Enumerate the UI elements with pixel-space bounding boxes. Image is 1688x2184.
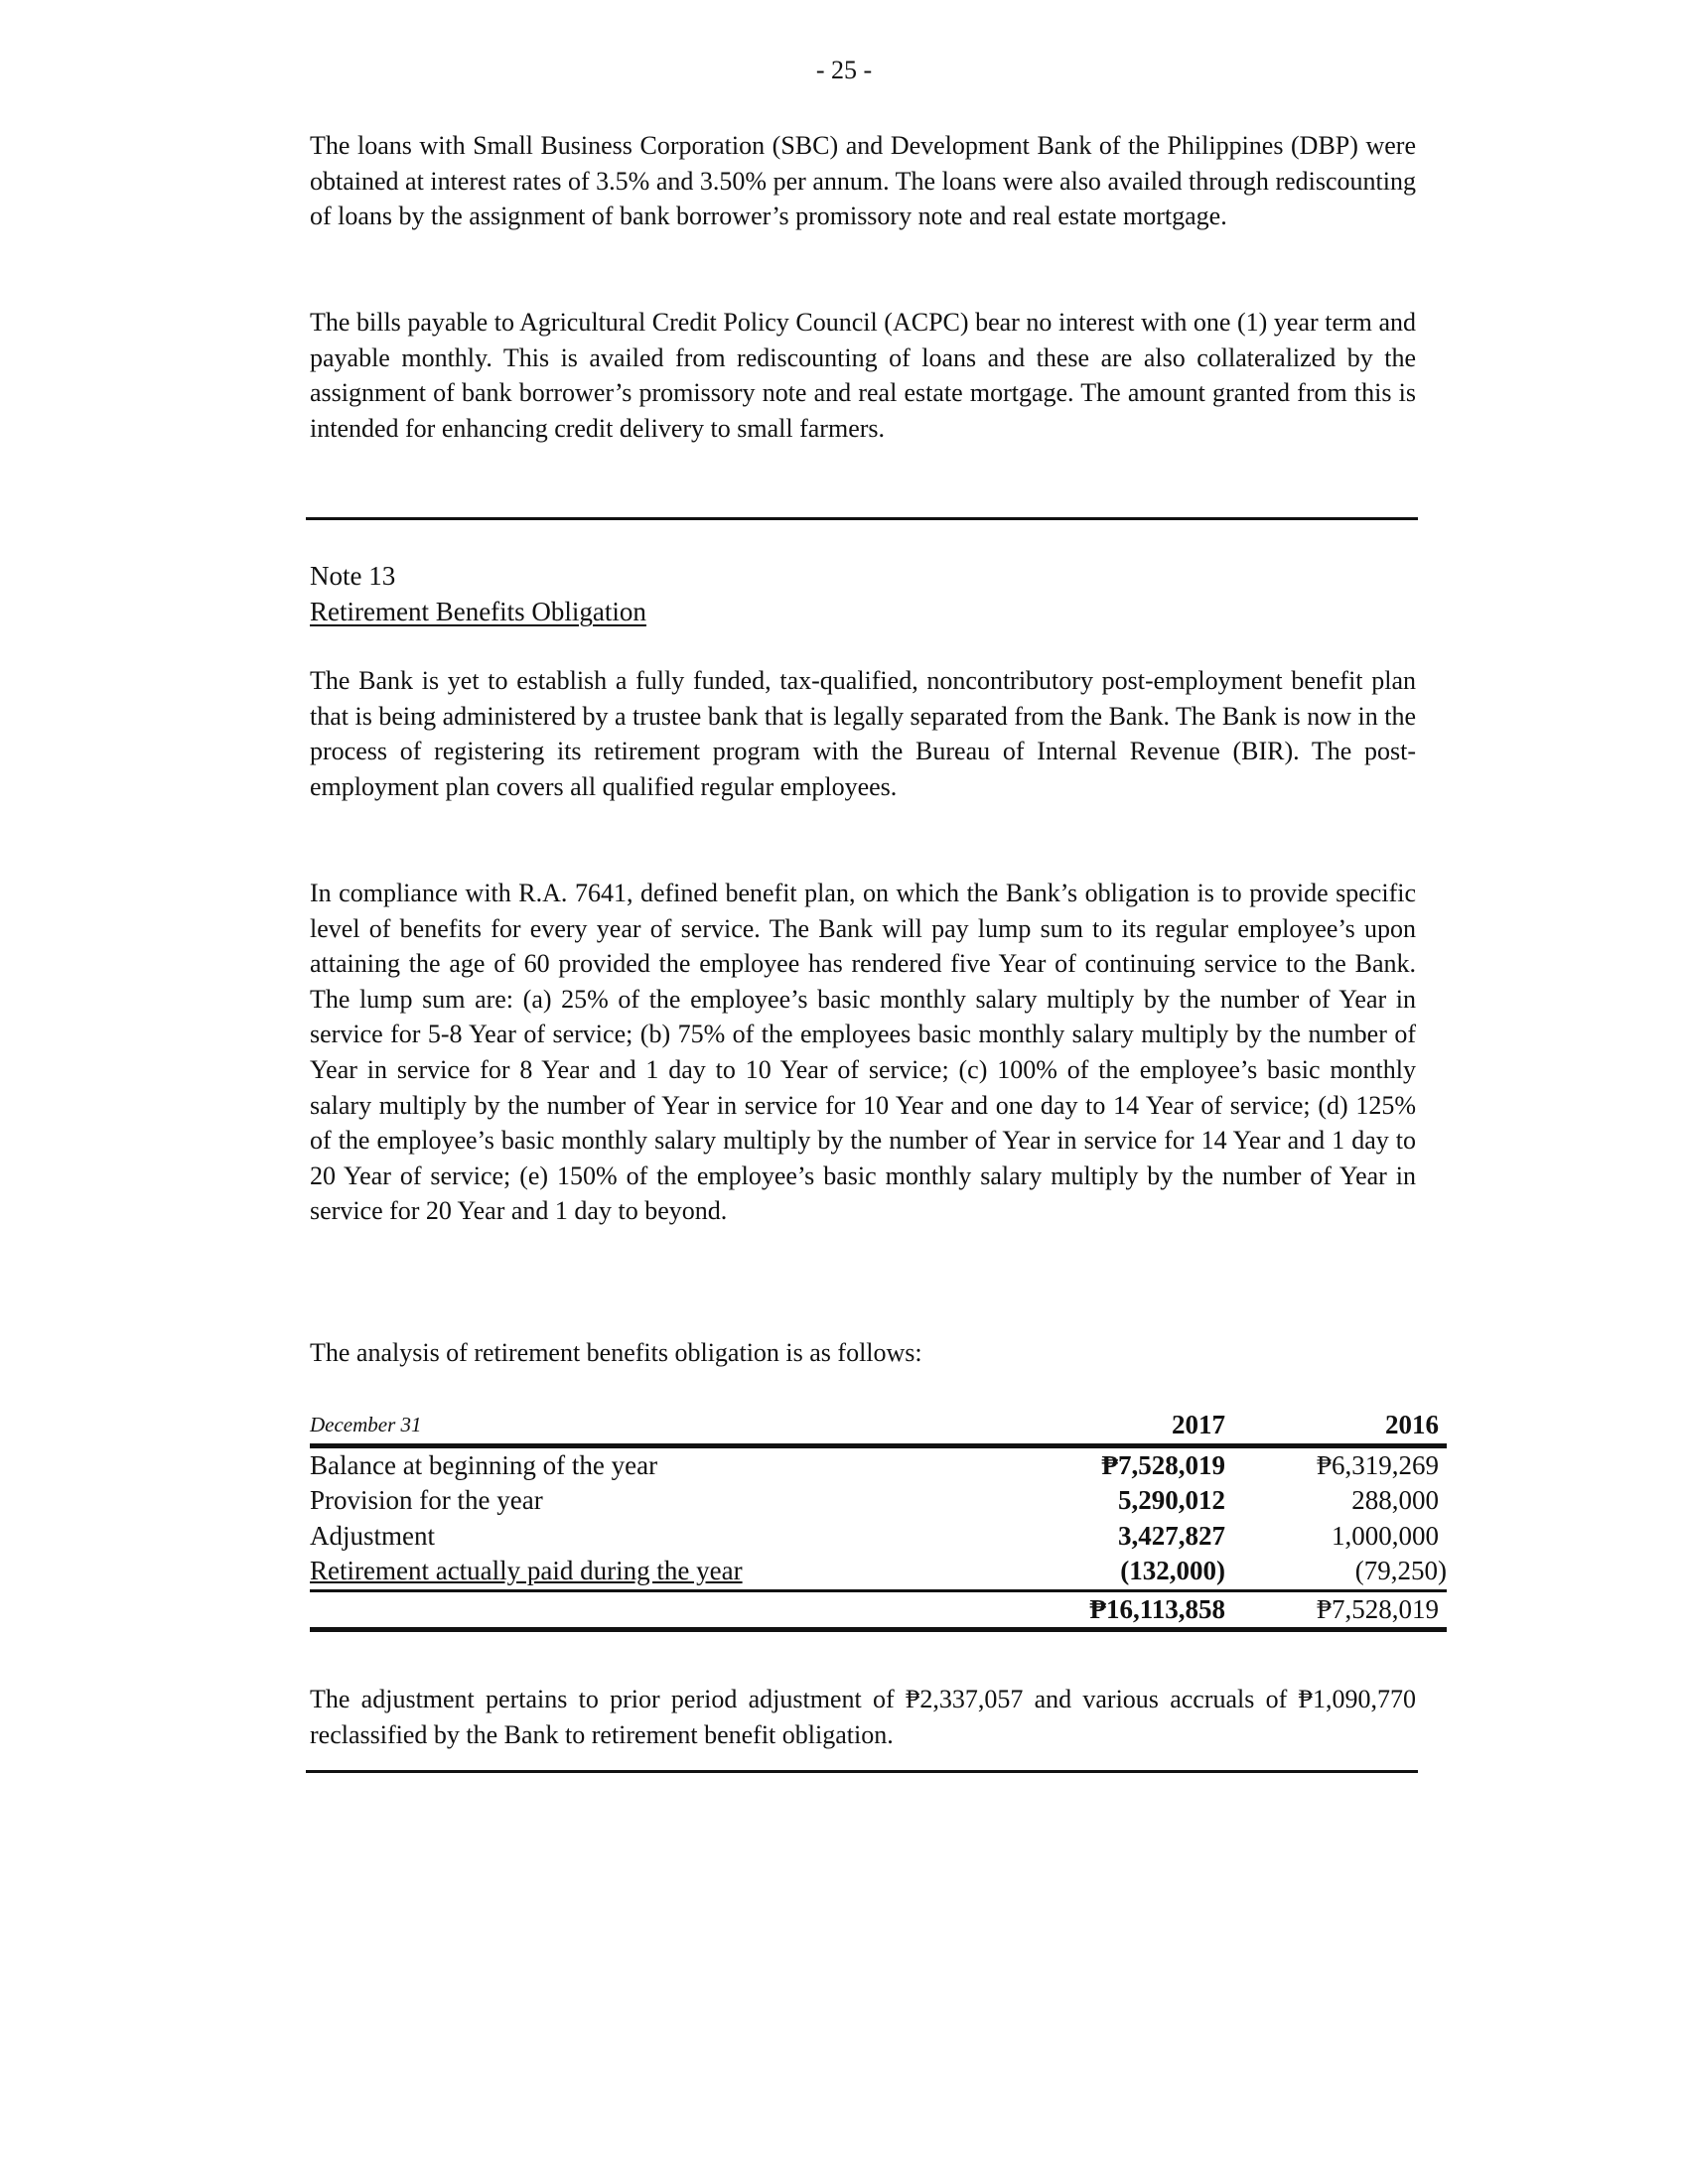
paragraph-loans-sbc-dbp: The loans with Small Business Corporation (SBC) and Development Bank of the Philippines (DBP) were obtained at interest rates of 3.5% and 3.50% per annum. The loans were also availed through rediscounting of loans by the assignment of bank borrower’s promissory note and real estate mortgage.	[310, 131, 1416, 231]
value-2017: 3,427,827	[1118, 1520, 1225, 1551]
value-2017: (132,000)	[1027, 1554, 1225, 1590]
table-row	[310, 1554, 1447, 1590]
page-number: - 25 -	[815, 56, 873, 84]
table-row	[310, 1519, 1447, 1555]
table-total-row	[310, 1590, 1447, 1630]
section-divider-bottom	[306, 1770, 1418, 1773]
paragraph-ra-7641-benefits: In compliance with R.A. 7641, defined benefit plan, on which the Bank’s obligation is to provide specific level of benefits for every year of service. The Bank will pay lump sum to its regular employee’s upon attaining the age of 60 provided the employee has rendered five Year of continuing service to the Bank. The lump sum are: (a) 25% of the employee’s basic monthly salary multiply by the number of Year in service for 5-8 Year of service; (b) 75% of the employees basic monthly salary multiply by the number of Year in service for 8 Year and 1 day to 10 Year of service; (c) 100% of the employee’s basic monthly salary multiply by the number of Year in service for 10 Year and one day to 14 Year of service; (d) 125% of the employee’s basic monthly salary multiply by the number of Year in service for 14 Year and 1 day to 20 Year of service; (e) 150% of the employee’s basic monthly salary multiply by the number of Year in service for 20 Year and 1 day to beyond.	[310, 879, 1416, 1226]
header-december-31: December 31	[310, 1408, 1027, 1445]
paragraph-adjustment-note: The adjustment pertains to prior period adjustment of ₱2,337,057 and various accruals of ₱1,090,770 reclassified by the Bank to retirement benefit obligation.	[310, 1685, 1416, 1749]
paragraph-bills-payable-acpc: The bills payable to Agricultural Credit Policy Council (ACPC) bear no interest with one (1) year term and payable monthly. This is availed from rediscounting of loans and these are also collateralized by the assignment of bank borrower’s promissory note and real estate mortgage. The amount granted from this is intended for enhancing credit delivery to small farmers.	[310, 308, 1416, 443]
paragraph-analysis-intro: The analysis of retirement benefits obligation is as follows:	[310, 1338, 922, 1367]
total-2016: ₱7,528,019	[1225, 1590, 1447, 1630]
row-label: Adjustment	[310, 1520, 435, 1551]
header-2017: 2017	[1027, 1408, 1225, 1445]
value-2017: 5,290,012	[1118, 1485, 1225, 1515]
table-header-row	[310, 1408, 1447, 1445]
table-row	[310, 1483, 1447, 1519]
value-2017: ₱7,528,019	[1101, 1449, 1225, 1480]
row-label: Provision for the year	[310, 1485, 543, 1515]
header-2016: 2016	[1225, 1408, 1447, 1445]
total-2017: ₱16,113,858	[1027, 1590, 1225, 1630]
row-label: Balance at beginning of the year	[310, 1449, 658, 1480]
retirement-obligation-table	[310, 1408, 1447, 1632]
value-2016: 288,000	[1351, 1485, 1439, 1515]
section-divider	[306, 517, 1418, 520]
table-row	[310, 1445, 1447, 1483]
total-label	[310, 1590, 1027, 1630]
value-2016: ₱6,319,269	[1316, 1449, 1439, 1480]
note-number: Note 13	[310, 561, 396, 591]
row-label: Retirement actually paid during the year	[310, 1554, 1027, 1590]
note-title: Retirement Benefits Obligation	[310, 597, 646, 626]
value-2016: 1,000,000	[1332, 1520, 1439, 1551]
value-2016: (79,250)	[1225, 1554, 1447, 1590]
paragraph-plan-description: The Bank is yet to establish a fully funded, tax-qualified, noncontributory post-employment benefit plan that is being administered by a trustee bank that is legally separated from the Bank. The Bank is now in the process of registering its retirement program with the Bureau of Internal Revenue (BIR). The post-employment plan covers all qualified regular employees.	[310, 666, 1416, 801]
